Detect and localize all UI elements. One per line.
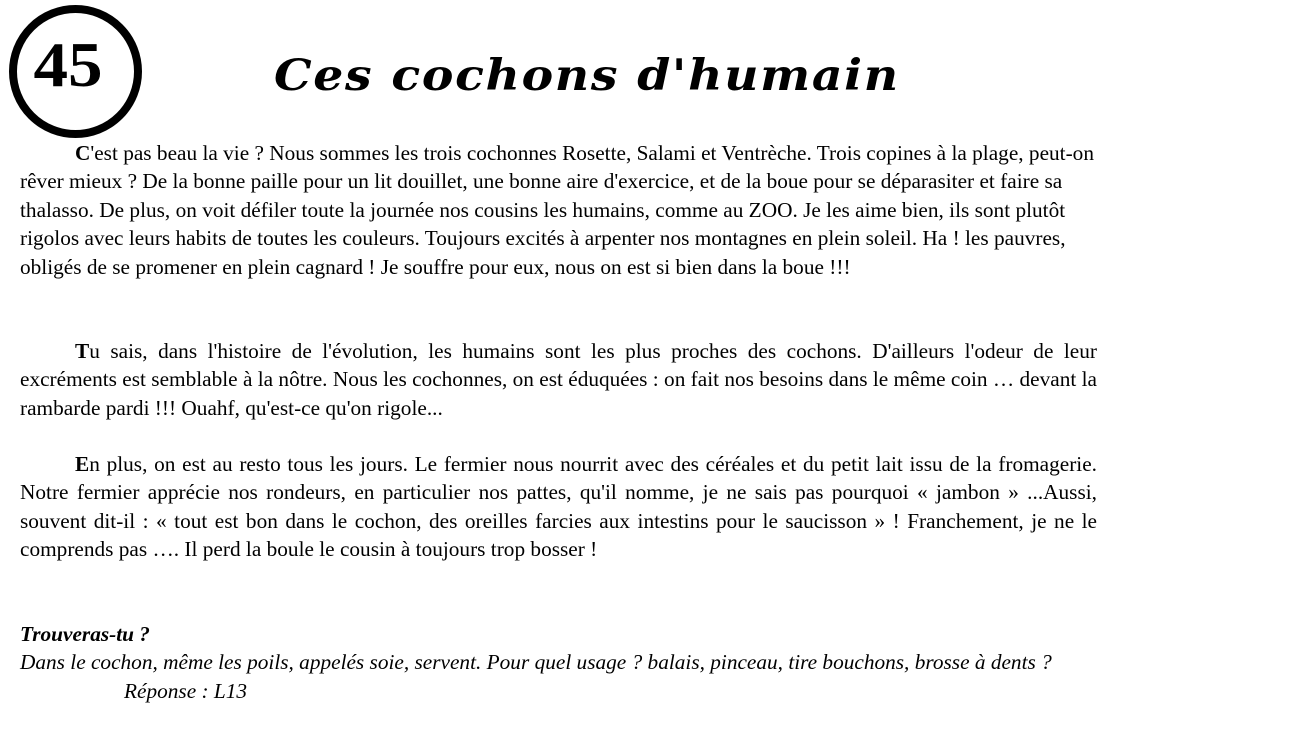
paragraph-2-initial: T bbox=[75, 339, 90, 363]
quiz-section bbox=[20, 620, 1080, 705]
quiz-question bbox=[20, 648, 1080, 705]
paragraph-1 bbox=[20, 139, 1097, 281]
paragraph-1-initial: C bbox=[75, 141, 91, 165]
paragraph-3-text: n plus, on est au resto tous les jours. Le fermier nous nourrit avec des céréales et du petit lait issu de la fromagerie. Notre fermier apprécie nos rondeurs, en particulier nos pattes, qu'il nomme, je ne sais pas pourquoi « jambon » ...Aussi, souvent dit-il : « tout est bon dans le cochon, des oreilles farcies aux intestins pour le saucisson » ! Franchement, je ne le comprends pas …. Il perd la boule le cousin à toujours trop bosser ! bbox=[20, 452, 1097, 562]
paragraph-2 bbox=[20, 337, 1097, 422]
paragraph-1-text: 'est pas beau la vie ? Nous sommes les trois cochonnes Rosette, Salami et Ventrèche. Trois copines à la plage, peut-on rêver mieux ? De la bonne paille pour un lit douillet, une bonne aire d'exercice, et de la boue pour se déparasiter et faire sa thalasso. De plus, on voit défiler toute la journée nos cousins les humains, comme au ZOO. Je les aime bien, ils sont plutôt rigolos avec leurs habits de toutes les couleurs. Toujours excités à arpenter nos montagnes en plein soleil. Ha ! les pauvres, obligés de se promener en plein cagnard ! Je souffre pour eux, nous on est si bien dans la boue !!! bbox=[20, 141, 1094, 279]
quiz-answer: Réponse : L13 bbox=[124, 678, 248, 703]
page-number: 45 bbox=[33, 29, 103, 100]
quiz-title: Trouveras-tu ? bbox=[20, 622, 150, 646]
quiz-question-text: Dans le cochon, même les poils, appelés soie, servent. Pour quel usage ? balais, pinceau, tire bouchons, brosse à dents ? bbox=[20, 650, 1052, 675]
paragraph-2-text: u sais, dans l'histoire de l'évolution, les humains sont les plus proches des cochons. D'ailleurs l'odeur de leur excréments est semblable à la nôtre. Nous les cochonnes, on est éduquées : on fait nos besoins dans le même coin … devant la rambarde pardi !!! Ouahf, qu'est-ce qu'on rigole... bbox=[20, 339, 1097, 420]
paragraph-3-initial: E bbox=[75, 452, 90, 476]
paragraph-3 bbox=[20, 450, 1097, 564]
page-title: Ces cochons d'humain bbox=[274, 51, 900, 101]
